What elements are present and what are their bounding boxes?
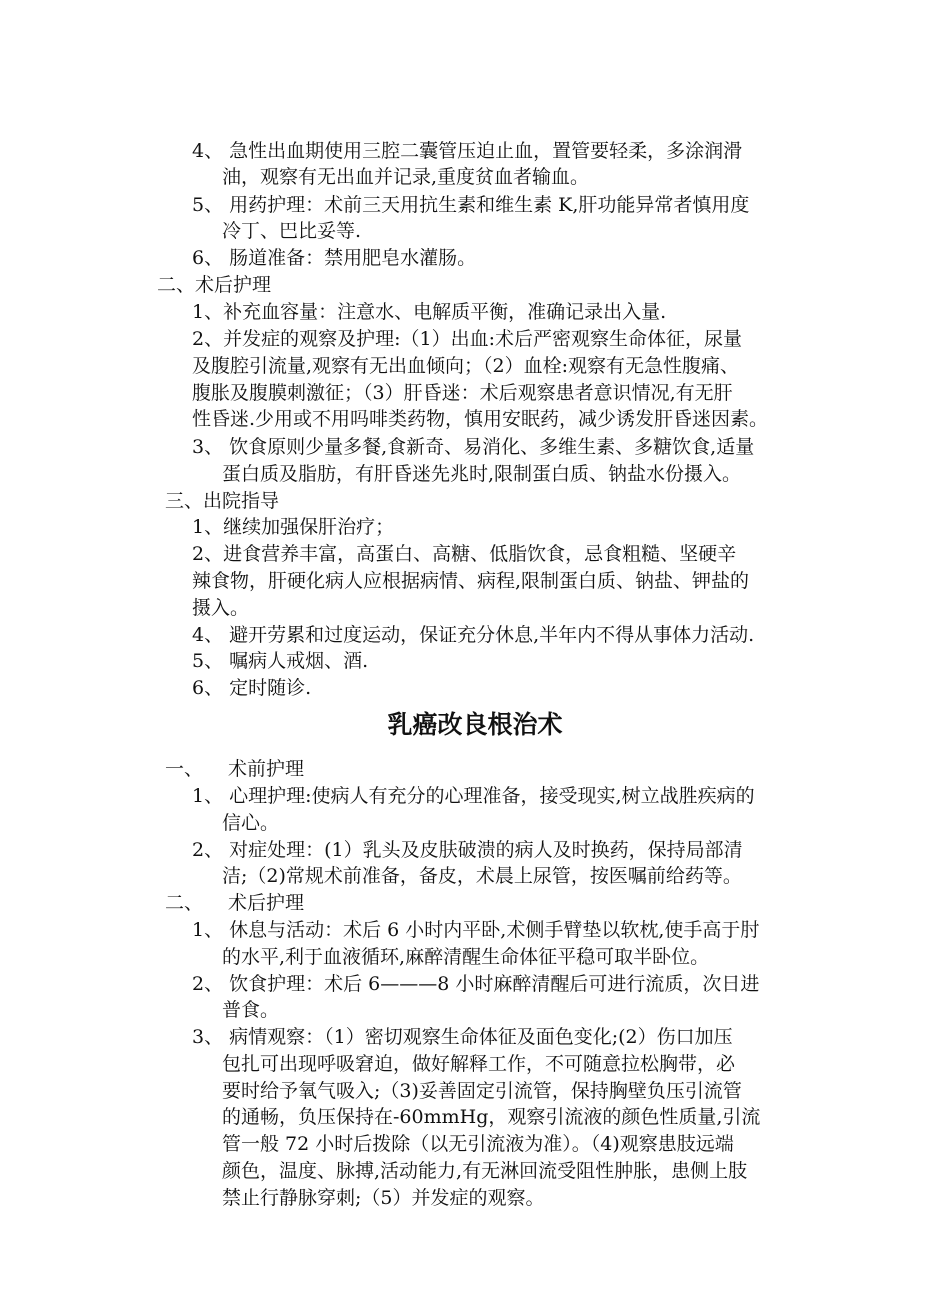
postop2-item-2-line2: 普食。: [222, 999, 280, 1021]
postop2-item-1-line1: 1、 休息与活动：术后 6 小时内平卧,术侧手臂垫以软枕,使手高于肘: [192, 919, 760, 941]
postop-item-1: 1、补充血容量：注意水、电解质平衡，准确记录出入量.: [192, 301, 667, 323]
discharge-item-6: 6、 定时随诊.: [192, 677, 312, 699]
section-title: 乳癌改良根治术: [387, 710, 563, 739]
heading-preop: 术前护理: [228, 758, 305, 780]
postop-item-3-line1: 3、 饮食原则少量多餐,食新奇、易消化、多维生素、多糖饮食,适量: [192, 436, 755, 458]
list-item-6: 6、 肠道准备：禁用肥皂水灌肠。: [192, 247, 477, 269]
list-item-5-line2: 冷丁、巴比妥等.: [222, 220, 362, 242]
postop-item-2-line4: 性昏迷.少用或不用吗啡类药物，慎用安眠药，减少诱发肝昏迷因素。: [192, 408, 769, 430]
postop2-item-3-line7: 禁止行静脉穿刺;（5）并发症的观察。: [222, 1187, 545, 1209]
preop-item-1-line2: 信心。: [222, 812, 280, 834]
postop-item-2-line1: 2、并发症的观察及护理:（1）出血:术后严密观察生命体征，尿量: [192, 328, 742, 350]
preop-item-1-line1: 1、 心理护理:使病人有充分的心理准备，接受现实,树立战胜疾病的: [192, 785, 755, 807]
postop2-item-3-line3: 要时给予氧气吸入;（3)妥善固定引流管，保持胸壁负压引流管: [222, 1080, 742, 1102]
postop2-item-3-line5: 管一般 72 小时后拨除（以无引流液为准）。（4)观察患肢远端: [222, 1133, 734, 1155]
list-item-5-line1: 5、 用药护理：术前三天用抗生素和维生素 K,肝功能异常者慎用度: [192, 194, 750, 216]
discharge-item-4: 4、 避开劳累和过度运动，保证充分休息,半年内不得从事体力活动.: [192, 624, 755, 646]
heading-preop-number: 一、: [165, 758, 204, 780]
discharge-item-2-line1: 2、进食营养丰富，高蛋白、高糖、低脂饮食，忌食粗糙、坚硬辛: [192, 543, 737, 565]
postop2-item-3-line6: 颜色，温度、脉搏,活动能力,有无淋回流受阻性肿胀，患侧上肢: [222, 1160, 748, 1182]
heading-discharge: 三、出院指导: [165, 490, 280, 512]
postop-item-2-line2: 及腹腔引流量,观察有无出血倾向；（2）血栓:观察有无急性腹痛、: [192, 355, 740, 377]
heading-postop: 二、术后护理: [157, 274, 272, 296]
discharge-item-1: 1、继续加强保肝治疗；: [192, 516, 395, 538]
postop2-item-3-line2: 包扎可出现呼吸窘迫，做好解释工作，不可随意拉松胸带，必: [222, 1053, 736, 1075]
postop-item-3-line2: 蛋白质及脂肪，有肝昏迷先兆时,限制蛋白质、钠盐水份摄入。: [222, 463, 742, 485]
list-item-4-line2: 油，观察有无出血并记录,重度贫血者输血。: [222, 166, 590, 188]
heading-postop2: 术后护理: [228, 892, 305, 914]
preop-item-2-line2: 洁;（2)常规术前准备，备皮，术晨上尿管，按医嘱前给药等。: [222, 865, 742, 887]
postop2-item-1-line2: 的水平,利于血液循环,麻醉清醒生命体征平稳可取半卧位。: [222, 946, 710, 968]
list-item-4-line1: 4、 急性出血期使用三腔二囊管压迫止血，置管要轻柔，多涂润滑: [192, 140, 743, 162]
preop-item-2-line1: 2、 对症处理：(1）乳头及皮肤破溃的病人及时换药，保持局部清: [192, 839, 743, 861]
discharge-item-2-line3: 摄入。: [192, 597, 250, 619]
postop2-item-3-line4: 的通畅，负压保持在-60mmHg，观察引流液的颜色性质量,引流: [222, 1106, 761, 1128]
postop2-item-3-line1: 3、 病情观察：（1）密切观察生命体征及面色变化;(2）伤口加压: [192, 1026, 733, 1048]
discharge-item-5: 5、 嘱病人戒烟、酒.: [192, 650, 369, 672]
postop2-item-2-line1: 2、 饮食护理：术后 6———8 小时麻醉清醒后可进行流质，次日进: [192, 973, 760, 995]
heading-postop2-number: 二、: [165, 892, 204, 914]
postop-item-2-line3: 腹胀及腹膜刺激征；（3）肝昏迷：术后观察患者意识情况,有无肝: [192, 382, 733, 404]
discharge-item-2-line2: 辣食物，肝硬化病人应根据病情、病程,限制蛋白质、钠盐、钾盐的: [192, 570, 750, 592]
